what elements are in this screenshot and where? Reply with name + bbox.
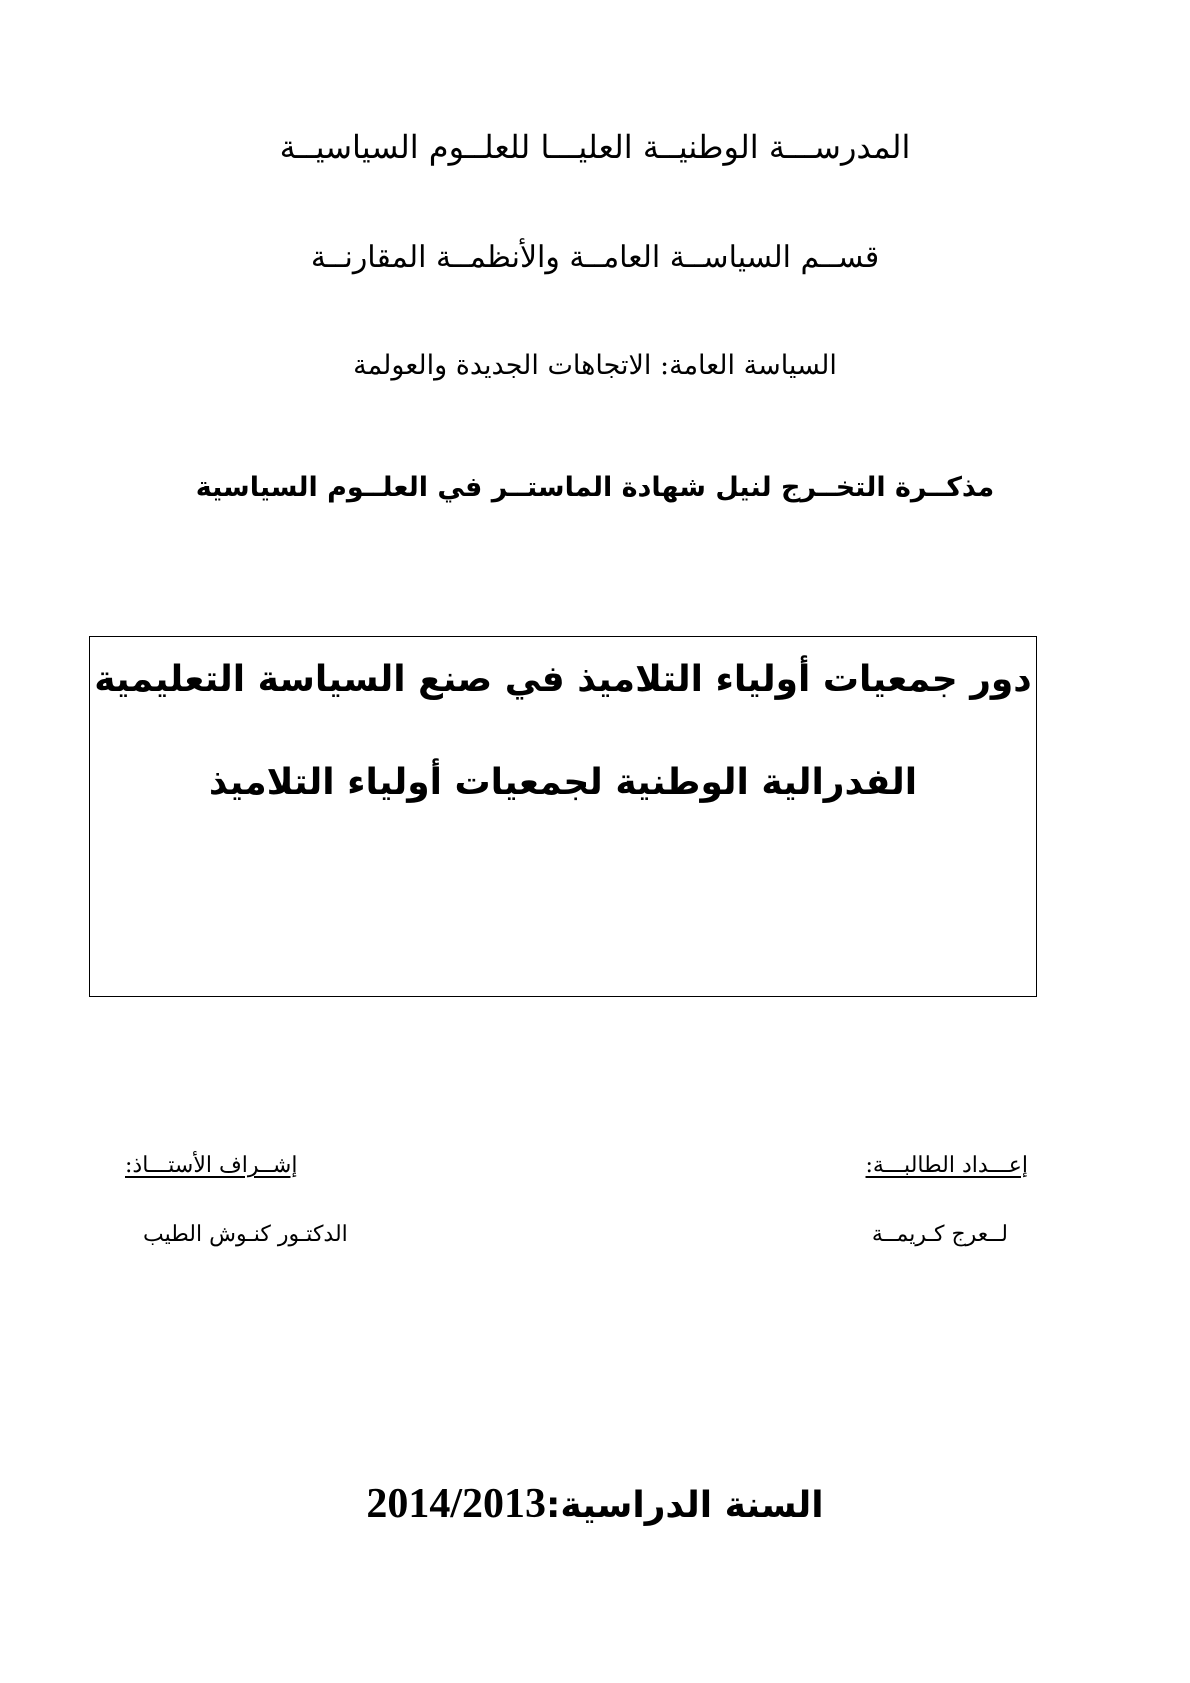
supervisor-name: الدكتـور كنـوش الطيب [143,1222,348,1247]
academic-year-label: السنة الدراسية: [546,1485,824,1526]
student-name: لــعرج كـريمــة [871,1222,1008,1247]
thesis-title-box [89,636,1037,997]
specialty-name: السياسة العامة: الاتجاهات الجديدة والعولمة [353,350,837,381]
thesis-title: دور جمعيات أولياء التلاميذ في صنع السياسة التعليمية [94,659,1032,700]
school-name: المدرســـة الوطنيــة العليـــا للعلــوم السياسيــة [279,128,911,166]
thesis-subtitle: الفدرالية الوطنية لجمعيات أولياء التلاميذ [208,762,918,803]
academic-year-value: 2014/2013 [366,1481,547,1527]
student-label: إعـــداد الطالبـــة: [865,1153,1028,1178]
supervisor-label: إشــراف الأستـــاذ: [125,1153,298,1178]
thesis-type: مذكــرة التخــرج لنيل شهادة الماستــر في العلــوم السياسية [195,472,995,503]
department-name: قســم السياســة العامــة والأنظمــة المقارنــة [310,240,880,275]
academic-year [0,1480,1190,1528]
